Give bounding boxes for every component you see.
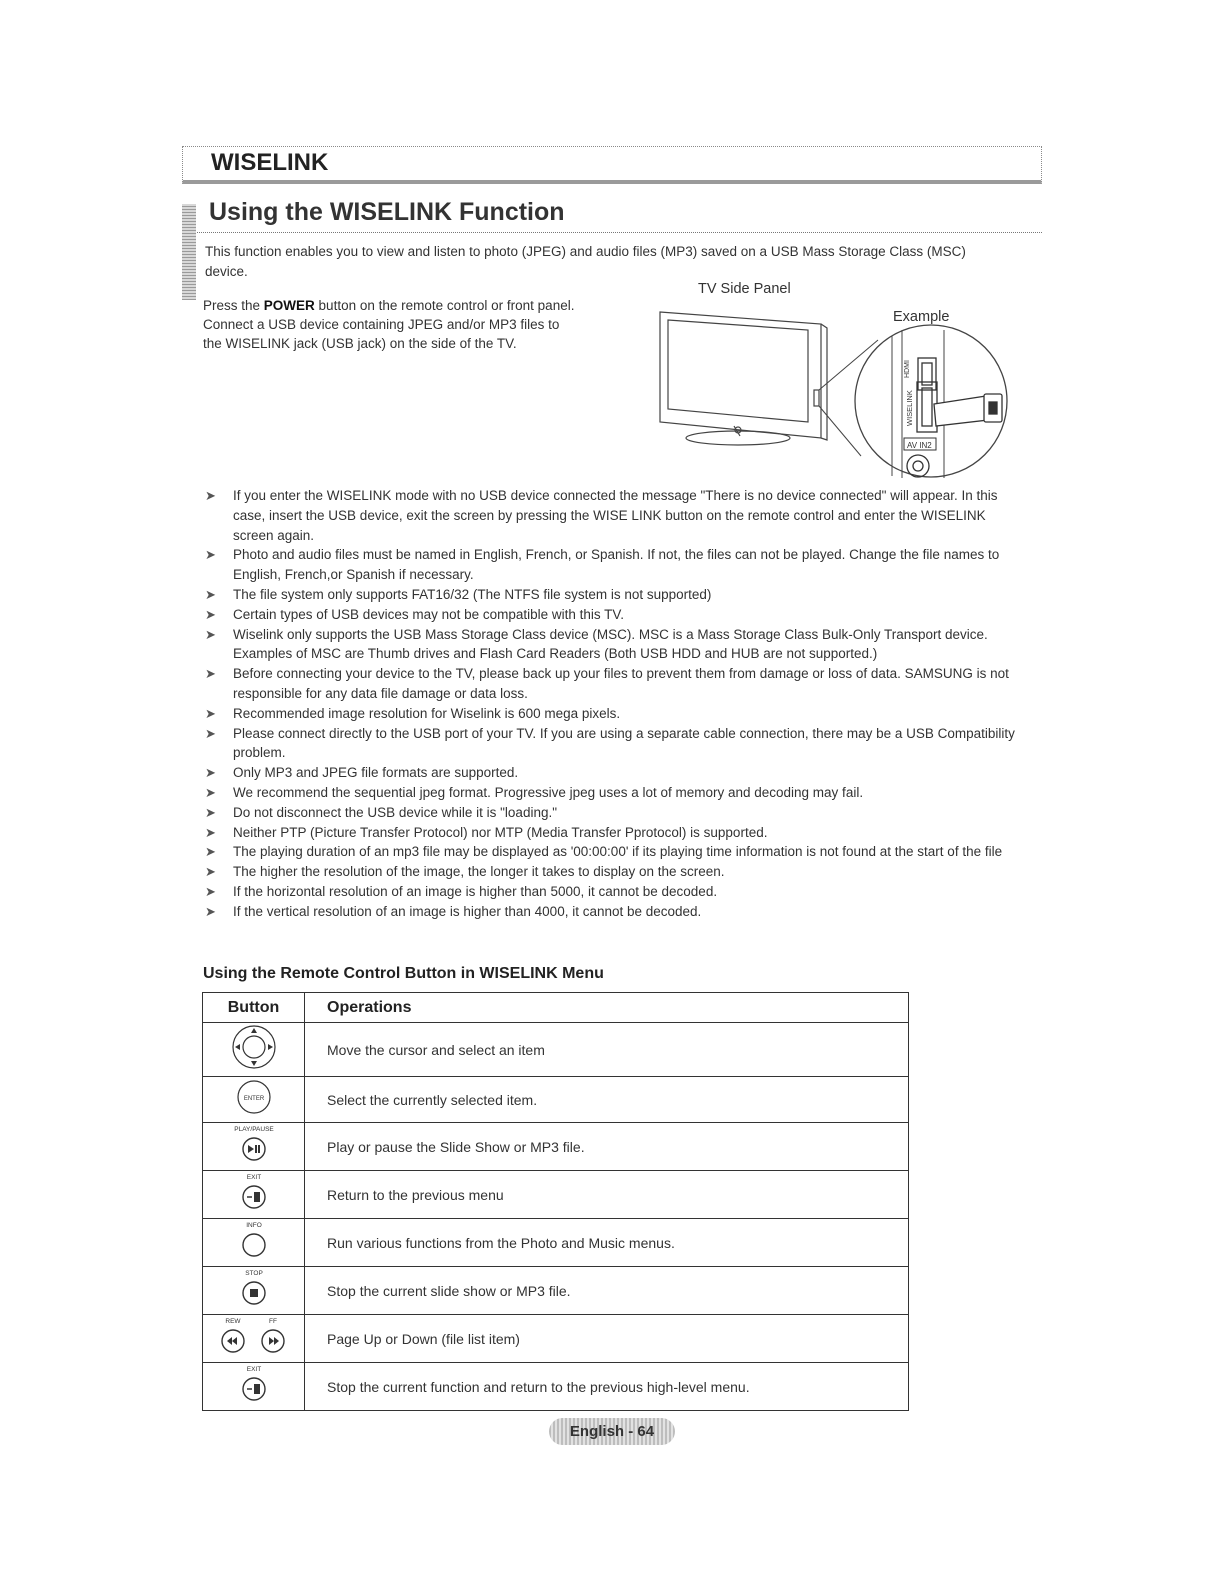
info-button-icon — [234, 1219, 274, 1261]
note-arrow-icon: ➤ — [205, 844, 216, 860]
button-cell — [203, 1023, 305, 1077]
operation-text: Page Up or Down (file list item) — [305, 1315, 909, 1363]
note-arrow-icon: ➤ — [205, 606, 216, 622]
notes-list — [205, 486, 1020, 922]
button-cell — [203, 1363, 305, 1411]
note-arrow-icon: ➤ — [205, 864, 216, 880]
remote-operations-table — [202, 992, 909, 1411]
note-text: We recommend the sequential jpeg format. Progressive jpeg uses a lot of memory and decoding may fail. — [233, 784, 864, 800]
note-text: The playing duration of an mp3 file may be displayed as '00:00:00' if its playing time information is not found at the start of the file — [233, 844, 1003, 860]
note-arrow-icon: ➤ — [205, 804, 216, 820]
note-text: Please connect directly to the USB port of your TV. If you are using a separate cable connection, there may be a USB Compatibility problem. — [233, 725, 1015, 761]
note-item — [205, 605, 1020, 625]
exit-label: EXIT — [246, 1174, 261, 1181]
note-item — [205, 902, 1020, 922]
table-row — [203, 1077, 909, 1123]
note-item — [205, 704, 1020, 724]
table-heading: Using the Remote Control Button in WISELINK Menu — [203, 965, 604, 982]
power-keyword: POWER — [263, 298, 315, 313]
note-arrow-icon: ➤ — [205, 903, 216, 919]
subtitle-divider — [197, 232, 1042, 233]
note-arrow-icon: ➤ — [205, 725, 216, 741]
av-jack-icon — [907, 455, 929, 477]
section-header — [182, 146, 1042, 184]
tv-illustration — [660, 312, 827, 445]
button-cell — [203, 1315, 305, 1363]
note-arrow-icon: ➤ — [205, 765, 216, 781]
stop-label: STOP — [244, 1270, 263, 1277]
note-text: Recommended image resolution for Wiselink is 600 mega pixels. — [233, 705, 621, 721]
table-row — [203, 1123, 909, 1171]
exit-label: EXIT — [246, 1366, 261, 1373]
operation-text: Return to the previous menu — [305, 1171, 909, 1219]
note-arrow-icon: ➤ — [205, 626, 216, 642]
instruction-text-end: button on the remote control or front panel. Connect a USB device containing JPEG and/or MP3 files to the WISELINK jack (USB jack) on the side of the TV. — [203, 298, 575, 351]
info-label: INFO — [245, 1222, 262, 1229]
button-cell — [203, 1123, 305, 1171]
note-item — [205, 625, 1020, 665]
rew-label: REW — [224, 1318, 241, 1325]
operation-text: Run various functions from the Photo and Music menus. — [305, 1219, 909, 1267]
enter-button-icon — [234, 1077, 274, 1117]
intro-paragraph: This function enables you to view and listen to photo (JPEG) and audio files (MP3) saved on a USB Mass Storage Class (MSC) device. — [205, 244, 966, 279]
button-cell — [203, 1219, 305, 1267]
figure-label-example: Example — [893, 309, 950, 325]
hdmi-port-label: HDMI — [904, 360, 911, 378]
note-text: The file system only supports FAT16/32 (The NTFS file system is not supported) — [233, 586, 712, 602]
button-cell — [203, 1267, 305, 1315]
note-text: Wiselink only supports the USB Mass Storage Class device (MSC). MSC is a Mass Storage Class Bulk-Only Transport device. Examples of MSC are Thumb drives and Flash Card Readers (Both USB HDD and HUB are not supported.) — [233, 626, 988, 662]
direction-pad-icon — [230, 1023, 278, 1071]
note-item — [205, 545, 1020, 585]
note-item — [205, 763, 1020, 783]
note-arrow-icon: ➤ — [205, 488, 216, 503]
button-cell — [203, 1077, 305, 1123]
operation-text: Play or pause the Slide Show or MP3 file. — [305, 1123, 909, 1171]
note-arrow-icon: ➤ — [205, 784, 216, 800]
av-port-label: AV IN2 — [907, 441, 932, 450]
note-text: If the vertical resolution of an image is higher than 4000, it cannot be decoded. — [233, 903, 702, 919]
note-item — [205, 882, 1020, 902]
table-row — [203, 1219, 909, 1267]
note-item — [205, 664, 1020, 704]
note-item — [205, 486, 1020, 545]
note-text: Photo and audio files must be named in English, French, or Spanish. If not, the files can not be played. Change the file names to English, French,or Spanish if necessary. — [233, 547, 1000, 583]
page-number-badge: English - 64 — [549, 1418, 675, 1445]
table-row — [203, 1363, 909, 1411]
note-item — [205, 862, 1020, 882]
section-title: WISELINK — [211, 149, 329, 176]
operation-text: Move the cursor and select an item — [305, 1023, 909, 1077]
note-item — [205, 724, 1020, 764]
table-row — [203, 1267, 909, 1315]
ff-label: FF — [268, 1318, 277, 1325]
note-text: Certain types of USB devices may not be compatible with this TV. — [233, 606, 624, 622]
note-text: Only MP3 and JPEG file formats are supported. — [233, 765, 519, 781]
note-item — [205, 823, 1020, 843]
rew-ff-buttons-icon — [216, 1315, 292, 1357]
play-pause-button-icon — [226, 1123, 282, 1165]
table-header-row — [203, 993, 909, 1023]
table-row — [203, 1023, 909, 1077]
note-text: If you enter the WISELINK mode with no USB device connected the message "There is no device connected" will appear. In this case, insert the USB device, exit the screen by pressing the WISE LINK button on the remote control and enter the WISELINK screen again. — [233, 488, 998, 543]
column-header-operations: Operations — [305, 993, 909, 1023]
operation-text: Stop the current slide show or MP3 file. — [305, 1267, 909, 1315]
note-arrow-icon: ➤ — [205, 586, 216, 602]
note-arrow-icon: ➤ — [205, 666, 216, 682]
note-text: The higher the resolution of the image, the longer it takes to display on the screen. — [233, 864, 725, 880]
exit-button-icon — [234, 1363, 274, 1405]
side-marker-bar — [182, 204, 196, 300]
wiselink-port-label: WISELINK — [905, 390, 914, 426]
note-arrow-icon: ➤ — [205, 824, 216, 840]
note-arrow-icon: ➤ — [205, 883, 216, 899]
note-item — [205, 842, 1020, 862]
figure-label-side-panel: TV Side Panel — [698, 281, 791, 297]
button-cell — [203, 1171, 305, 1219]
enter-label: ENTER — [243, 1096, 264, 1102]
note-text: Neither PTP (Picture Transfer Protocol) nor MTP (Media Transfer Pprotocol) is supported. — [233, 824, 768, 840]
instruction-text-start: Press the — [203, 298, 264, 313]
exit-button-icon — [234, 1171, 274, 1213]
note-item — [205, 803, 1020, 823]
instruction-paragraph — [203, 296, 578, 353]
column-header-button: Button — [203, 993, 305, 1023]
hdmi-port — [918, 358, 936, 390]
stop-button-icon — [234, 1267, 274, 1309]
play-pause-label: PLAY/PAUSE — [233, 1126, 274, 1133]
operation-text: Stop the current function and return to the previous high-level menu. — [305, 1363, 909, 1411]
operation-text: Select the currently selected item. — [305, 1077, 909, 1123]
note-text: Before connecting your device to the TV, please back up your files to prevent them from damage or loss of data. SAMSUNG is not responsible for any data file damage or data loss. — [233, 666, 1009, 701]
tv-side-panel-illustration — [646, 306, 1016, 482]
note-text: If the horizontal resolution of an image is higher than 5000, it cannot be decoded. — [233, 883, 718, 899]
table-row — [203, 1171, 909, 1219]
page-subtitle: Using the WISELINK Function — [209, 198, 565, 226]
note-item — [205, 585, 1020, 605]
note-arrow-icon: ➤ — [205, 547, 216, 563]
note-item — [205, 783, 1020, 803]
note-arrow-icon: ➤ — [205, 705, 216, 721]
table-row — [203, 1315, 909, 1363]
note-text: Do not disconnect the USB device while it is "loading." — [233, 804, 558, 820]
